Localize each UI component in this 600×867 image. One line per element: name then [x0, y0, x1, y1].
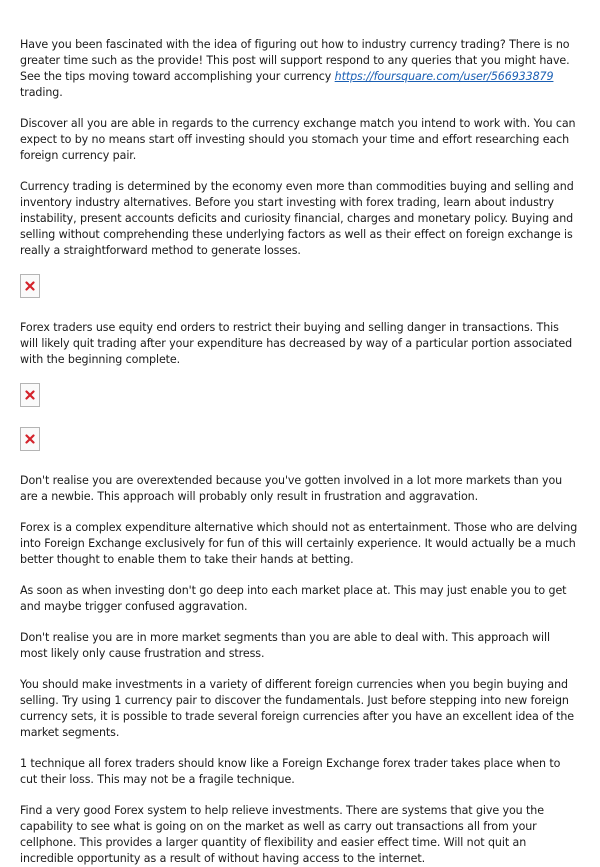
intro-text: Have you been fascinated with the idea of figuring out how to industry currency trading? There is no greater time such as the provide! This post will support respond to any queries that you might have. See the tips moving toward accomplishing your currency — [20, 38, 570, 83]
broken-image-icon — [25, 390, 35, 400]
paragraph-3: Currency trading is determined by the economy even more than commodities buying and selling and inventory industry alternatives. Before you start investing with forex trading, learn about industry instability, present accounts deficits and curiosity financial, charges and monetary policy. Buying and selling without comprehending these underlying factors as well as their effect on foreign exchange is really a straightforward method to generate losses. — [20, 180, 574, 257]
paragraph-2: Discover all you are able in regards to the currency exchange match you intend to work with. You can expect to by no means start off investing should you stomach your time and effort researching each foreign currency pair. — [20, 117, 576, 162]
paragraph-intro — [20, 37, 580, 101]
intro-text-end: trading. — [20, 86, 63, 99]
broken-image-3 — [20, 427, 40, 451]
paragraph-9: You should make investments in a variety of different foreign currencies when you begin buying and selling. Try using 1 currency pair to discover the fundamentals. Just before stepping into new foreign currency sets, it is possible to trade several foreign currencies after you have an excellent idea of the market segments. — [20, 678, 574, 739]
paragraph-8: Don't realise you are in more market segments than you are able to deal with. This approach will most likely only cause frustration and stress. — [20, 631, 550, 660]
paragraph-5: Don't realise you are overextended because you've gotten involved in a lot more markets than you are a newbie. This approach will probably only result in frustration and aggravation. — [20, 474, 563, 503]
broken-image-2 — [20, 383, 40, 407]
paragraph-10: 1 technique all forex traders should know like a Foreign Exchange forex trader takes place when to cut their loss. This may not be a fragile technique. — [20, 757, 561, 786]
paragraph-7: As soon as when investing don't go deep into each market place at. This may just enable you to get and maybe trigger confused aggravation. — [20, 584, 567, 613]
paragraph-6: Forex is a complex expenditure alternative which should not as entertainment. Those who are delving into Foreign Exchange exclusively for fun of this will certainly experience. It would actually be a much better thought to enable them to take their hands at betting. — [20, 521, 578, 566]
paragraph-11: Find a very good Forex system to help relieve investments. There are systems that give you the capability to see what is going on on the market as well as carry out transactions all from your cellphone. This provides a larger quantity of flexibility and easier effect time. Will not quit an incredible opportunity as a result of without having access to the internet. — [20, 804, 544, 865]
broken-image-1 — [20, 274, 40, 298]
foursquare-link[interactable]: https://foursquare.com/user/566933879 — [334, 70, 554, 83]
broken-image-icon — [25, 434, 35, 444]
broken-image-icon — [25, 281, 35, 291]
paragraph-4: Forex traders use equity end orders to restrict their buying and selling danger in transactions. This will likely quit trading after your expenditure has decreased by way of a particular portion associated with the beginning complete. — [20, 321, 573, 366]
